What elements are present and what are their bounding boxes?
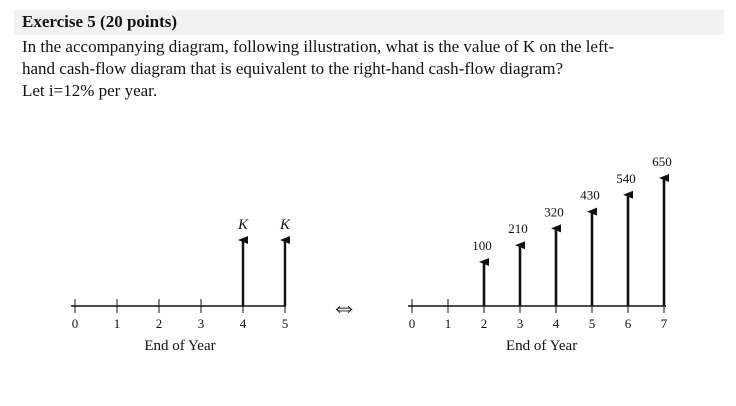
right-tick-label: 3	[516, 316, 524, 331]
right-arrow-value-label: 540	[616, 170, 636, 186]
left-tick-label: 2	[155, 316, 163, 331]
right-axis-label: End of Year	[505, 338, 578, 354]
left-cash-flow-diagram	[71, 217, 291, 354]
right-cash-flow-diagram	[408, 154, 672, 354]
right-arrow-value-label: 210	[508, 221, 528, 237]
left-axis-label: End of Year	[144, 338, 216, 354]
left-tick-label: 5	[281, 316, 289, 331]
right-tick-label: 5	[588, 316, 596, 331]
left-arrow-label-k: K	[279, 217, 291, 233]
equivalence-arrow: ⇔	[330, 292, 358, 323]
right-arrow-value-label: 650	[652, 154, 672, 169]
right-tick-label: 0	[408, 316, 416, 331]
statement-line-3: Let i=12% per year.	[22, 81, 158, 100]
right-tick-label: 6	[624, 316, 632, 331]
right-tick-label: 1	[444, 316, 452, 331]
right-tick-label: 2	[480, 316, 488, 331]
right-tick-label: 4	[552, 316, 560, 331]
right-arrow-value-label: 100	[472, 238, 492, 253]
right-tick-label: 7	[660, 316, 668, 331]
statement-line-2: hand cash-flow diagram that is equivalent to the right-hand cash-flow diagram?	[22, 59, 563, 78]
left-arrow-label-k: K	[237, 217, 249, 233]
left-tick-label: 0	[71, 316, 79, 331]
right-arrow-value-label: 320	[544, 204, 564, 220]
left-tick-label: 1	[113, 316, 121, 331]
left-tick-label: 4	[239, 316, 247, 331]
right-arrow-value-label: 430	[580, 187, 600, 203]
left-tick-label: 3	[197, 316, 205, 331]
equivalence-symbol	[330, 292, 358, 323]
statement-line-1: In the accompanying diagram, following illustration, what is the value of K on the left-	[22, 37, 615, 56]
exercise-title: Exercise 5 (20 points)	[22, 12, 178, 31]
